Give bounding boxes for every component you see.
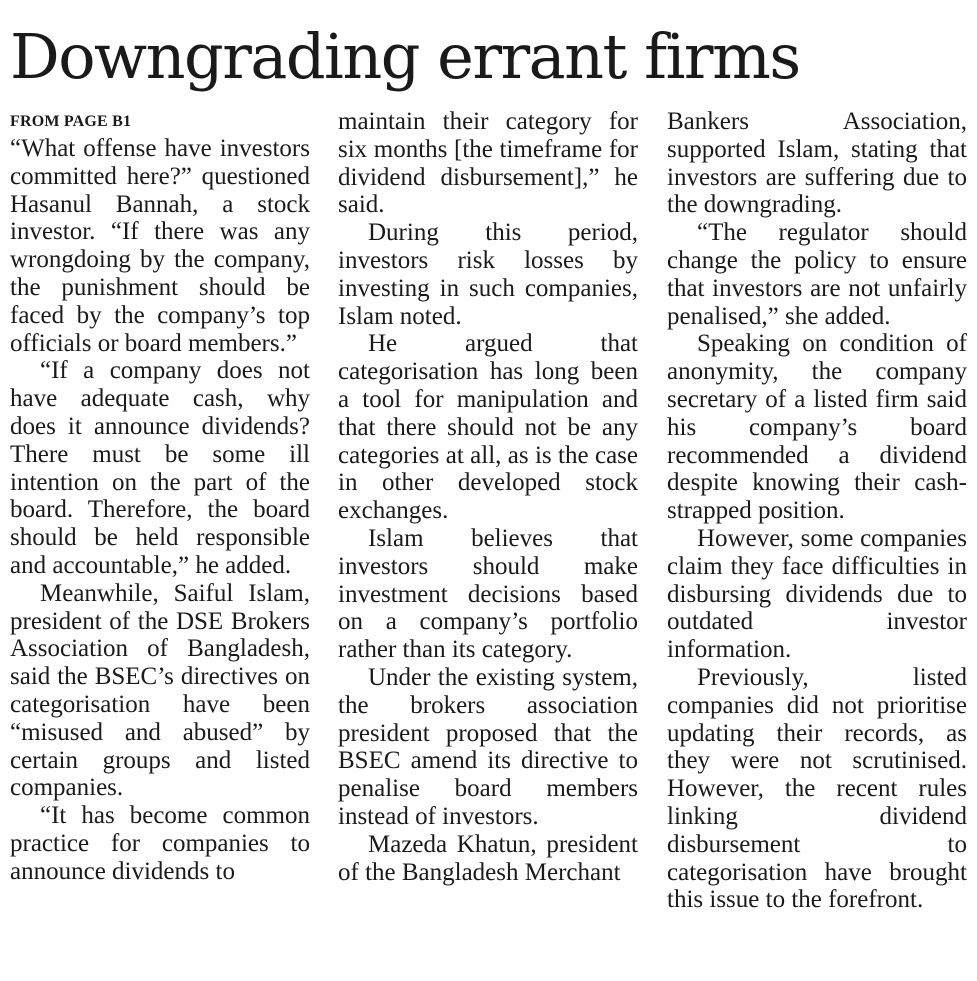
paragraph: He argued that categorisation has long been a tool for manipulation and that there should not be any categories at all, as is the case in other developed stock exchanges.: [338, 330, 638, 525]
paragraph: Under the existing system, the brokers association president proposed that the BSEC amend its directive to penalise board members instead of investors.: [338, 663, 638, 830]
paragraph: “It has become common practice for companies to announce dividends to: [10, 802, 310, 885]
paragraph: “The regulator should change the policy to ensure that investors are not unfairly penalised,” she added.: [667, 219, 967, 330]
continued-from-label: FROM PAGE B1: [10, 113, 132, 130]
paragraph: “What offense have investors committed here?” questioned Hasanul Bannah, a stock investor. “If there was any wrongdoing by the company, the punishment should be faced by the company’s top officials or board members.”: [10, 135, 310, 357]
paragraph: Meanwhile, Saiful Islam, president of the DSE Brokers Association of Bangladesh, said the BSEC’s directives on categorisation have been “misused and abused” by certain groups and listed companies.: [10, 579, 310, 802]
paragraph: Previously, listed companies did not prioritise updating their records, as they were not scrutinised. However, the recent rules linking dividend disbursement to categorisation have brought this issue to the forefront.: [667, 663, 967, 914]
paragraph: During this period, investors risk losses by investing in such companies, Islam noted.: [338, 219, 638, 330]
paragraph: Islam believes that investors should make investment decisions based on a company’s portfolio rather than its category.: [338, 524, 638, 664]
paragraph: However, some companies claim they face difficulties in disbursing dividends due to outdated investor information.: [667, 524, 967, 664]
paragraph: “If a company does not have adequate cash, why does it announce dividends? There must be some ill intention on the part of the board. Therefore, the board should be held responsible and accountable,” he added.: [10, 357, 310, 579]
paragraph: Bankers Association, supported Islam, stating that investors are suffering due to the downgrading.: [667, 108, 967, 219]
article-column-2: [338, 108, 638, 886]
headline: Downgrading errant firms: [10, 20, 800, 93]
article-column-3: [667, 108, 967, 914]
article-column-1: [10, 108, 310, 886]
paragraph: maintain their category for six months [the timeframe for dividend disbursement],” he said.: [338, 108, 638, 219]
paragraph: Mazeda Khatun, president of the Bangladesh Merchant: [338, 830, 638, 886]
paragraph: Speaking on condition of anonymity, the company secretary of a listed firm said his company’s board recommended a dividend despite knowing their cash-strapped position.: [667, 330, 967, 525]
